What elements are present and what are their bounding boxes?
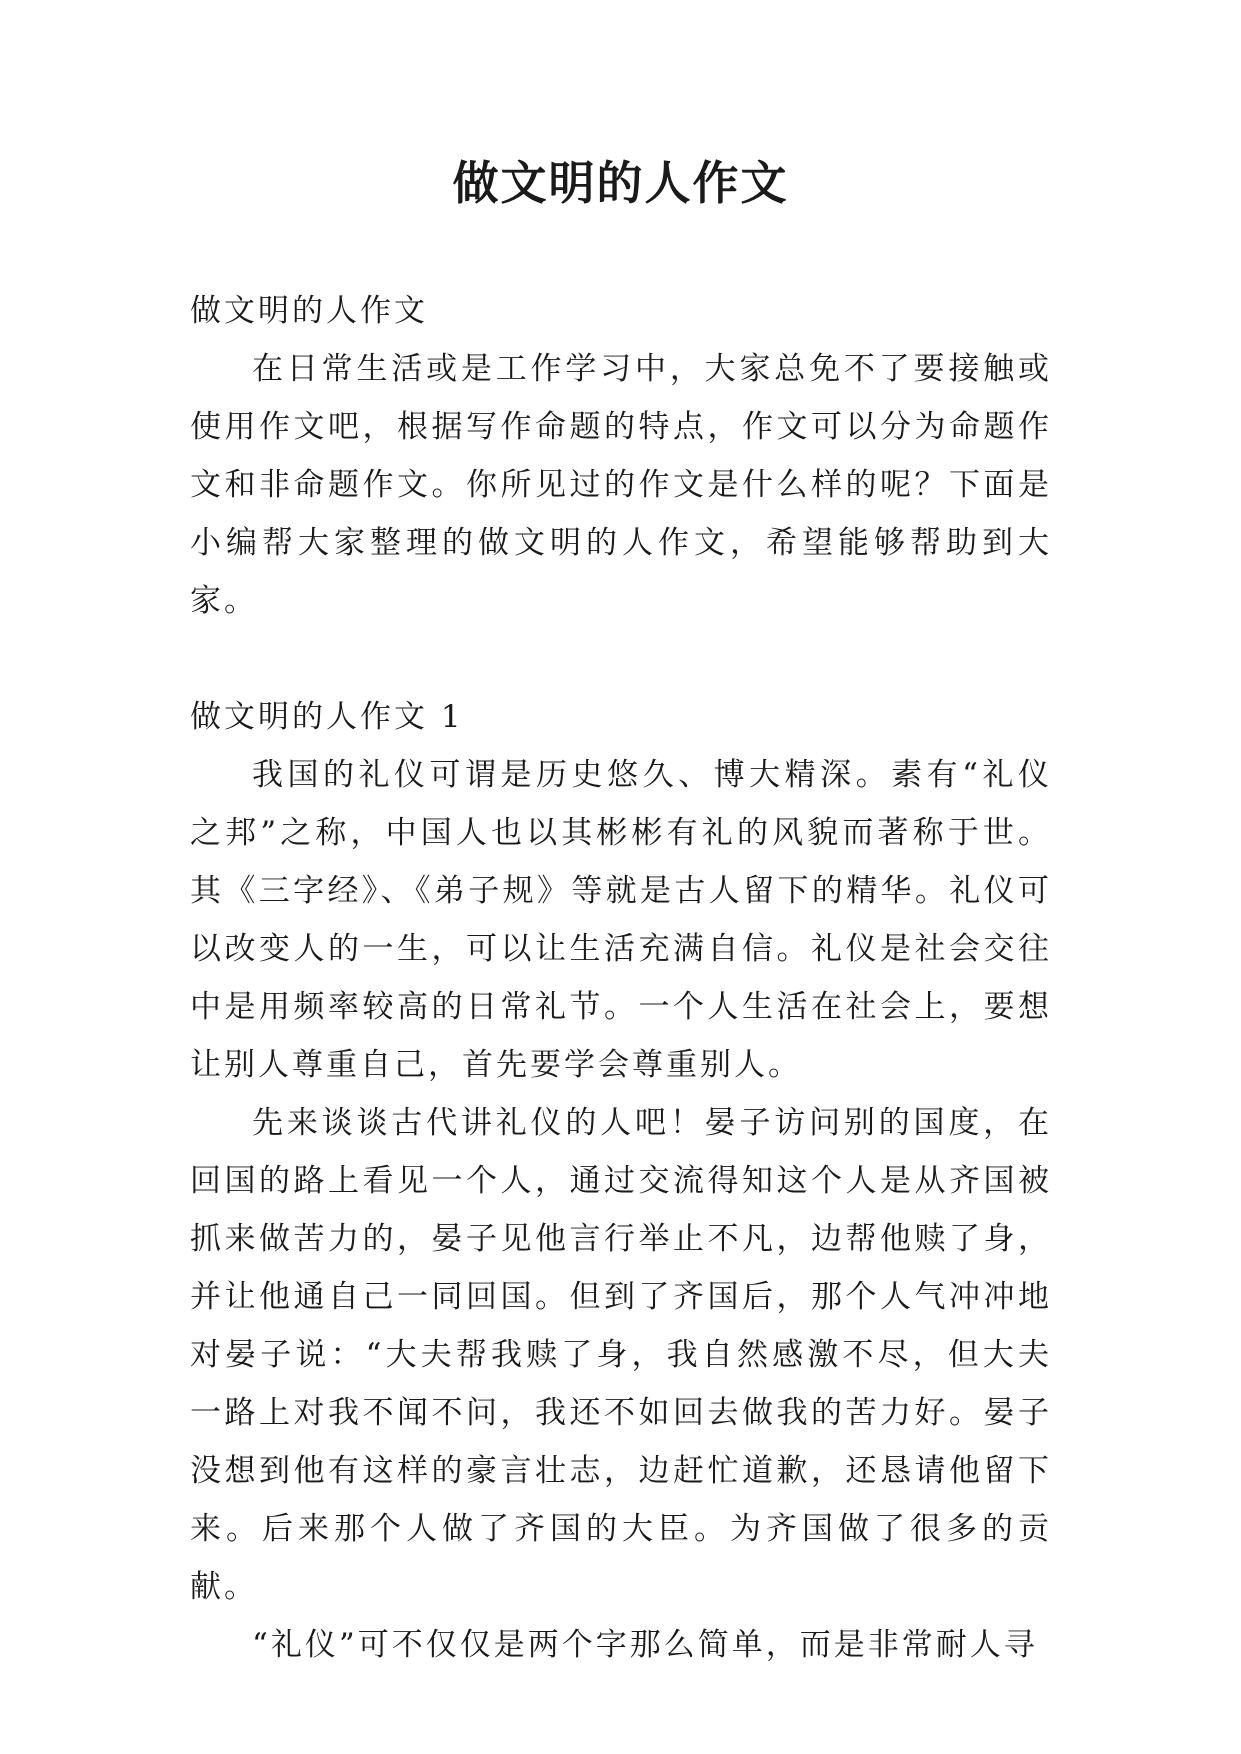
document-body (190, 282, 1052, 1674)
essay-paragraph: 我国的礼仪可谓是历史悠久、博大精深。素有“礼仪之邦”之称，中国人也以其彬彬有礼的风貌而著称于世。其《三字经》、《弟子规》等就是古人留下的精华。礼仪可以改变人的一生，可以让生活充满自信。礼仪是社会交往中是用频率较高的日常礼节。一个人生活在社会上，要想让别人尊重自己，首先要学会尊重别人。 (190, 757, 1052, 1083)
essay-heading: 做文明的人作文 1 (190, 699, 464, 735)
section-spacer (190, 630, 1052, 688)
document-title: 做文明的人作文 (452, 156, 789, 210)
section-heading: 做文明的人作文 (190, 293, 428, 329)
intro-paragraph: 在日常生活或是工作学习中，大家总免不了要接触或使用作文吧，根据写作命题的特点，作文可以分为命题作文和非命题作文。你所见过的作文是什么样的呢？下面是小编帮大家整理的做文明的人作文，希望能够帮助到大家。 (190, 351, 1052, 619)
essay-paragraph: 先来谈谈古代讲礼仪的人吧！晏子访问别的国度，在回国的路上看见一个人，通过交流得知这个人是从齐国被抓来做苦力的，晏子见他言行举止不凡，边帮他赎了身，并让他通自己一同回国。但到了齐国后，那个人气冲冲地对晏子说：“大夫帮我赎了身，我自然感激不尽，但大夫一路上对我不闻不问，我还不如回去做我的苦力好。晏子没想到他有这样的豪言壮志，边赶忙道歉，还恳请他留下来。后来那个人做了齐国的大臣。为齐国做了很多的贡献。 (190, 1105, 1052, 1605)
essay-paragraph: “礼仪”可不仅仅是两个字那么简单，而是非常耐人寻 (252, 1627, 1038, 1663)
